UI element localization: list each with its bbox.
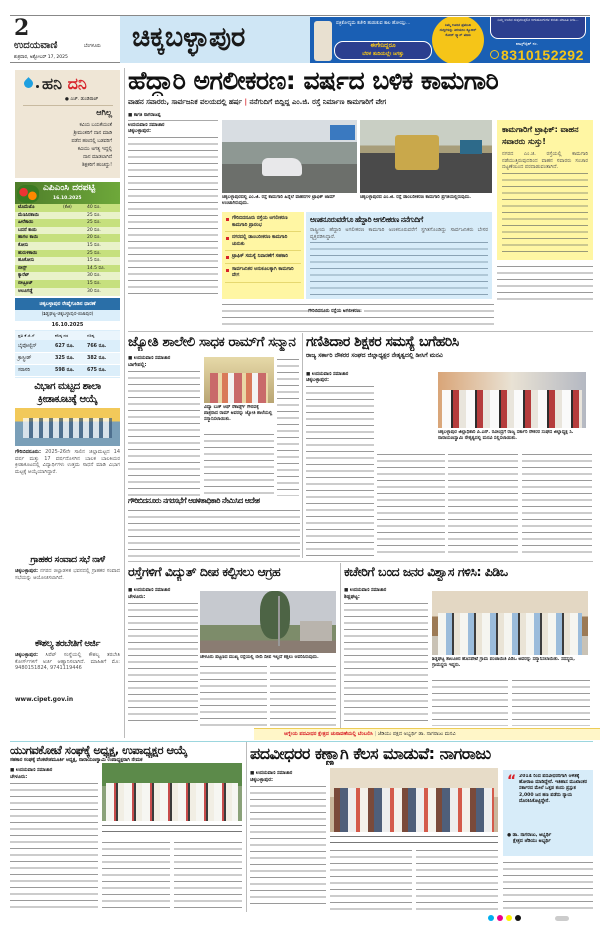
- teachers-agency: ■ ಉದಯವಾಣಿ ಸಮಾಚಾರ: [306, 372, 349, 377]
- vegetables-icon: [17, 185, 39, 203]
- highlights-box: [222, 212, 304, 299]
- paper-name: ಉದಯವಾಣಿ: [14, 40, 58, 51]
- yugavakote-agency: ■ ಉದಯವಾಣಿ ಸಮಾಚಾರ: [10, 768, 53, 773]
- gauribidanur-headline: ಗೌರಿಬಿದನೂರು ನಗರಸಭೆಗೆ ಆಡಳಿತಾಧಿಕಾರಿ ನೇಮಿಸಿದ ಆದೇಶ: [128, 496, 260, 505]
- section-divider: [128, 331, 593, 332]
- text-lines: [128, 601, 198, 723]
- apmc-item: ಬೀಟ್ರೂಟ್: [18, 280, 33, 286]
- photo1-caption: ಚಿಕ್ಕಬಳ್ಳಾಪುರದಲ್ಲಿ ಎಂ.ಜಿ. ರಸ್ತೆ ಕಾಮಗಾರಿ ಹಿನ್ನೆಲೆ ವಾಹನಗಳ ಟ್ರಾಫಿಕ್ ಜಾಮ್ ಉಂಟಾಗಿರುವುದು.: [222, 195, 336, 206]
- apmc-item: ಹೀರೆಕಾಯಿ: [18, 220, 34, 226]
- page-number: 2: [14, 15, 30, 41]
- apmc-row: [15, 219, 120, 227]
- pdo-headline: ಕಚೇರಿಗೆ ಬಂದ ಜನರ ವಿಶ್ವಾಸ ಗಳಿಸಿ: ಪಿಡಿಒ: [344, 564, 508, 579]
- apmc-row: [15, 242, 120, 250]
- nagaraju-photo: [330, 768, 498, 832]
- jyothi-body-col1: [128, 362, 200, 496]
- color-registration-marks: [488, 915, 521, 921]
- author: ■ ಕಾಗತಿ ನಾಗರಾಜಪ್ಪ: [128, 113, 161, 118]
- poem-line: ಶ್ರೀಮಂತರಿಗೆ ದಾನ ಮಾಡಿ: [73, 131, 112, 136]
- cyan-dot: [488, 915, 494, 921]
- whatsapp-icon: [490, 50, 499, 59]
- poem-line: ಕವಿಯ ಬಯಕೆಯಂತೆ: [79, 123, 112, 128]
- highlight-item: [225, 267, 301, 283]
- apmc-item: ಬದನೆ ಕಾಯಿ: [18, 227, 37, 233]
- ad-text-line1: ಪತ್ರಿಕೋದ್ಯಮ ಕಚೇರಿ ಹುಡುಕುವ ಕಾಲ ಹೋಯ್ತು...: [336, 21, 411, 26]
- district-title: ಚಿಕ್ಕಬಳ್ಳಾಪುರ: [132, 22, 246, 53]
- dateline: ಬಾಗೇಪಲ್ಲಿ:: [128, 362, 147, 368]
- kicker-right: ಜೆಡಿಯು ಪಕ್ಷದ ಅಭ್ಯರ್ಥಿ ಡಾ. ನಾಗರಾಜು ಮನವಿ: [377, 731, 456, 737]
- column-divider: [246, 742, 247, 912]
- students-photo: [15, 408, 120, 446]
- highlights-list: [225, 216, 301, 283]
- apmc-row: [15, 265, 120, 273]
- building: [300, 621, 332, 641]
- apmc-item: ಟೊಮೆಟೊ: [18, 205, 35, 210]
- text-lines: [222, 302, 494, 328]
- yugavakote-subhead: ಸಹಕಾರ ಸಂಘಕ್ಕೆ ವೆಂಕಟೇಶಮೂರ್ತಿ ಅಧ್ಯಕ್ಷ, ನಾರಾಯಣಸ್ವಾಮಿ ಉಪಾಧ್ಯಕ್ಷರಾಗಿ ನೇಮಕ: [10, 758, 143, 763]
- sports-story: [15, 380, 120, 511]
- title-part1: ಹನಿ: [42, 74, 62, 93]
- registration-pill: [555, 916, 569, 921]
- dateline: ಚಿಕ್ಕಬಳ್ಳಾಪುರ:: [15, 568, 38, 574]
- lead-body-continued: [222, 302, 494, 328]
- silk-max: 766 ರೂ.: [87, 344, 107, 349]
- silk-date: 16.10.2025: [15, 321, 120, 330]
- apmc-row: [15, 272, 120, 280]
- teachers-subhead: ರಾಜ್ಯ ಸರ್ಕಾರಿ ನೌಕರರ ಸಂಘದ ಜಿಲ್ಲಾಧ್ಯಕ್ಷರ ನೇತೃತ್ವದಲ್ಲಿ ಡೀಸಿಗೆ ಮನವಿ: [306, 352, 443, 359]
- black-dot: [515, 915, 521, 921]
- apmc-price-table: [15, 182, 120, 296]
- quote-author: ● ಡಾ. ನಾಗರಾಜು, ಅಭ್ಯರ್ಥಿ: [507, 833, 552, 838]
- section-divider: [128, 561, 593, 562]
- lead-byline: [128, 112, 218, 128]
- teachers-body-col4: [522, 452, 592, 557]
- apmc-unit: (ಕೆಜಿ): [63, 205, 72, 210]
- silk-price-table: [15, 298, 120, 378]
- traffic-box-title: ಕಾಮಗಾರಿಗೆ ಟ್ರಾಫಿಕ್: ವಾಹನ ಸವಾರರು ಸುಸ್ತು!: [502, 125, 579, 146]
- apmc-price: 30 ರೂ.: [87, 288, 101, 294]
- bullet-icon: [226, 256, 229, 259]
- text-lines: [10, 781, 98, 909]
- ad-info-box: [490, 17, 586, 39]
- quote-box: [503, 770, 593, 856]
- nagaraju-body-col4: [503, 860, 593, 910]
- text-lines: [310, 240, 488, 295]
- apmc-item: ಹೂಕೋಸು: [18, 258, 35, 264]
- ad-pill: [334, 41, 432, 60]
- apmc-item: ಆಲೂಗಡ್ಡೆ: [18, 288, 33, 294]
- silk-max: 382 ರೂ.: [87, 356, 107, 361]
- photo2-caption: ಚಿಕ್ಕಬಳ್ಳಾಪುರದ ಎಂ.ಜಿ. ರಸ್ತೆ ಡಾಂಬರೀಕರಣ ಕಾಮಗಾರಿ ಪ್ರಗತಿಯಲ್ಲಿರುವುದು.: [360, 195, 471, 200]
- kicker-bar: [254, 728, 600, 740]
- district-title-banner: [120, 16, 310, 63]
- poem-line: ದಾನ ಮಾಡಲಾಗಿದೆ: [82, 155, 112, 160]
- highlight-item: [225, 235, 301, 251]
- apmc-price: 15 ರೂ.: [87, 280, 101, 286]
- divider: [23, 105, 113, 106]
- lead-subhead-right: ನನೆಗುದಿಗೆ ಬಿದ್ದಿದ್ದ ಎಂ.ಜಿ. ರಸ್ತೆ ನಿರ್ಮಾಣ ಕಾಮಗಾರಿಗೆ ವೇಗ: [249, 98, 387, 106]
- apmc-row: [15, 250, 120, 258]
- students-group: [23, 418, 112, 438]
- quote-mark-icon: “: [507, 773, 517, 789]
- apmc-price: 25 ರೂ.: [87, 212, 101, 218]
- honi-dani-box: [15, 70, 120, 178]
- dateline: ಚಿಕ್ಕಬಳ್ಳಾಪುರ:: [128, 128, 151, 134]
- teachers-photo: [438, 372, 586, 428]
- highlight-item: [225, 254, 301, 264]
- streetlight-photo: [200, 591, 336, 653]
- pdo-photo-caption: ಶಿಡ್ಲಘಟ್ಟ ತಾಲೂಕಿನ ಹೊಸಪೇಟೆ ಗ್ರಾಮ ಪಂಚಾಯಿತಿ ಪಿಡಿಒ ಅವರನ್ನು ಸನ್ಮಾನಿಸಲಾಯಿತು. ಸದಸ್ಯರು, ಗ್ರಾಮಸ್ಥರು ಇದ್ದರು.: [432, 657, 575, 668]
- apmc-date: 16.10.2025: [53, 196, 82, 201]
- yugavakote-caption: [102, 823, 242, 837]
- silk-rows: [15, 341, 120, 377]
- poem-line: ಕವಿಯು ಅಗತ್ಯ ಇದ್ದಲ್ಲಿ: [77, 147, 112, 152]
- apmc-item: ಕೋಸು: [18, 242, 29, 248]
- nagaraju-body-col1: [250, 777, 326, 910]
- silk-type: ಕ್ರಾಸ್ಬ್ರೀಡ್: [18, 356, 32, 361]
- silk-max: 675 ರೂ.: [87, 368, 107, 373]
- silk-header: ಕನಿಷ್ಠ ದರ: [55, 333, 69, 338]
- silk-title: ಚಿಕ್ಕಬಳ್ಳಾಪುರ ರೇಷ್ಮೆಗೂಡಿನ ಧಾರಣೆ: [15, 298, 120, 310]
- jyothi-agency: ■ ಉದಯವಾಣಿ ಸಮಾಚಾರ: [128, 356, 171, 361]
- kicker-left: ಆಗ್ನೇಯ ಪದವೀಧರ ಕ್ಷೇತ್ರದ ಚುನಾವಣೆಯಲ್ಲಿ ಬೆಂಬಲಿಸಿ: [284, 731, 373, 737]
- silk-type: ಸರಾಸರಿ: [18, 368, 30, 373]
- silk-header: ಗರಿಷ್ಠ: [87, 333, 95, 338]
- gauribidanur-body: [128, 508, 300, 558]
- highlight-text: ಟ್ರಾಫಿಕ್ ಸಮಸ್ಯೆ ನಿವಾರಣೆಗೆ ಸಹಕಾರಿ: [232, 254, 288, 259]
- lead-subhead-left: ವಾಹನ ಸವಾರರು, ಸಾರ್ವಜನಿಕ ವಲಯದಲ್ಲಿ ಹರ್ಷ: [128, 98, 243, 106]
- shop-sign: [330, 125, 355, 140]
- quote-text: 2014 ರಿಂದ ಪದವೀಧರರಿಗಾಗಿ ಆಳಿತಕ್ಕೆ ಹೋರಾಟ ಮಾಡಿದ್ದೇನೆ. ಇತಿಹಾಸ ಮುಖಾಂತರ ಸರ್ಕಾರದ ಮೇಲೆ ಒತ್ತಡ ತಂದು ಪ್ರಸ್ತುತ 2,000 ಜನ ಹಣ ಪಡೆದು ನ್ಯಾಯ ದೊರಕಿಸಿಕೊಟ್ಟಿದ್ದೇನೆ.: [519, 774, 588, 804]
- honi-dani-dot: [36, 85, 39, 88]
- apmc-price: 15 ರೂ.: [87, 258, 101, 264]
- skill-story: [15, 638, 120, 703]
- silk-row: [15, 365, 120, 377]
- text-lines: [128, 369, 200, 497]
- poem-line: ಶಿಕ್ಷಕರಿಗೆ ಹಂಚಿದ್ದು!: [82, 163, 112, 168]
- apmc-price: 20 ರೂ.: [87, 227, 101, 233]
- ad-qr-circle: [432, 17, 484, 63]
- water-drop-icon: [22, 77, 35, 90]
- silk-type: ಬೈವೋಲ್ಟಿನ್: [18, 344, 37, 349]
- body-text: 2025-26ನೇ ಸಾಲಿನ ಜಿಲ್ಲಾಮಟ್ಟದ 14 ವರ್ಷ ಮತ್ತು 17 ವರ್ಷದೊಳಗಿನ ಬಾಲಕ ಬಾಲಕಿಯರ ಕ್ರೀಡಾಕೂಟದಲ್ಲಿ ವಿದ್ಯಾರ್ಥಿಗಳು ಉತ್ತಮ ಸಾಧನೆ ಮಾಡಿ ವಿಭಾಗ ಮಟ್ಟಕ್ಕೆ ಆಯ್ಕೆಯಾಗಿದ್ದಾರೆ.: [15, 449, 120, 475]
- consumer-headline: ಗ್ರಾಹಕರ ಸಂವಾದ ಸಭೆ ನಾಳೆ: [30, 555, 105, 565]
- text-lines: [128, 135, 218, 295]
- people-group: [334, 788, 494, 832]
- agency: ಉದಯವಾಣಿ ಸಮಾಚಾರ: [128, 120, 218, 128]
- jyothi-photo: [204, 357, 274, 403]
- column-divider: [302, 333, 303, 558]
- yellow-dot: [506, 915, 512, 921]
- apmc-row: [15, 234, 120, 242]
- nagaraju-body-col3: [416, 848, 498, 910]
- streetlight-body-col2: [200, 664, 267, 726]
- apmc-price: 15 ರೂ.: [87, 242, 101, 248]
- lead-body-col1: [128, 128, 218, 302]
- whatsapp-ad[interactable]: [310, 17, 590, 63]
- sports-body: [15, 449, 120, 511]
- dateline: ಚೇಳೂರು:: [10, 774, 28, 780]
- apmc-row: [15, 204, 120, 212]
- apmc-item: ಹಾಗಲ ಕಾಯಿ: [18, 235, 39, 241]
- tree: [260, 591, 290, 639]
- text-lines: [502, 171, 588, 256]
- apmc-title: ಎಪಿಎಂಸಿ ದರಪಟ್ಟಿ: [43, 183, 96, 193]
- column-title: [42, 74, 87, 94]
- teachers-body-col2: [377, 452, 445, 557]
- apmc-header: [15, 182, 120, 204]
- people-group: [438, 613, 582, 655]
- silk-row: [15, 353, 120, 365]
- car-icon: [262, 158, 302, 176]
- streetlight-agency: ■ ಉದಯವಾಣಿ ಸಮಾಚಾರ: [128, 588, 171, 593]
- people-group: [442, 390, 582, 428]
- left-column-divider: [124, 68, 125, 738]
- sports-headline-2: ಕ್ರೀಡಾಕೂಟಕ್ಕೆ ಆಯ್ಕೆ: [37, 394, 98, 405]
- apmc-item: ಬೀನ್ಸ್: [18, 265, 27, 271]
- quote-role: ಕ್ಷೇತ್ರದ ಜೆಡಿಯು ಅಭ್ಯರ್ಥಿ: [513, 839, 551, 844]
- jyothi-headline: ಜ್ಯೋತಿ ಶಾಲೇಲಿ ಸಾಧಕ ರಾಮ್‌ಗೆ ಸನ್ಮಾನ: [128, 334, 296, 350]
- traffic-photo: [222, 120, 357, 193]
- lead-headline: ಹೆದ್ದಾರಿ ಅಗಲೀಕರಣ: ವರ್ಷದ ಬಳಿಕ ಕಾಮಗಾರಿ: [128, 66, 499, 95]
- cipet-website-link[interactable]: www.cipet.gov.in: [15, 696, 74, 703]
- apmc-price: 40 ರೂ.: [87, 205, 101, 210]
- highlight-text: ಸಾರ್ವಜನಿಕರ ಅನುಕೂಲಕ್ಕಾಗಿ ಕಾಮಗಾರಿ ವೇಗ: [232, 266, 294, 278]
- poem-title: ಆಗಿಲ್ಲ: [96, 108, 112, 117]
- road-roller-photo: [360, 120, 492, 193]
- traffic-box: [497, 120, 593, 260]
- highlight-text: ಗೌರಿಬಿದನೂರು ರಸ್ತೆಯ ಅಗಲೀಕರಣ ಕಾಮಗಾರಿ ಪ್ರಾರಂಭ: [232, 216, 288, 228]
- apmc-price: 14.5 ರೂ.: [87, 265, 106, 271]
- nagaraju-agency: ■ ಉದಯವಾಣಿ ಸಮಾಚಾರ: [250, 771, 293, 776]
- pdo-photo: [432, 591, 588, 655]
- teachers-headline: ಗಣಿತಿದಾರ ಶಿಕ್ಷಕರ ಸಮಸ್ಯೆ ಬಗೆಹರಿಸಿ: [306, 334, 459, 350]
- pdo-body-col3: [512, 678, 590, 726]
- silk-min: 598 ರೂ.: [55, 368, 75, 373]
- body-text: ನಗರದ ಜಿಲ್ಲಾಡಳಿತ ಭವನದಲ್ಲಿ ಗ್ರಾಹಕರ ಸಂವಾದ ಸಭೆಯನ್ನು ಆಯೋಜಿಸಲಾಗಿದೆ.: [15, 568, 120, 581]
- kicker-separator: |: [374, 731, 378, 737]
- apmc-row: [15, 212, 120, 220]
- streetlight-headline: ರಸ್ತೆಗಳಿಗೆ ವಿದ್ಯುತ್ ದೀಪ ಕಲ್ಪಿಸಲು ಆಗ್ರಹ: [128, 564, 281, 579]
- yugavakote-headline: ಯುಗವಕೋಟೆ ಸಂಘಕ್ಕೆ ಅಧ್ಯಕ್ಷ, ಉಪಾಧ್ಯಕ್ಷರ ಆಯ್ಕೆ: [10, 743, 188, 757]
- ad-circle-text: ನಿಮ್ಮ ಊರಿನ ಪ್ರಮುಖ ಸುದ್ದಿಗಳನ್ನು ತಿಳಿಯಲು ಕ್ಯೂಆರ್ ಕೋಡ್ ಸ್ಕ್ಯಾನ್ ಮಾಡಿ: [439, 23, 477, 37]
- whatsapp-label: ವಾಟ್ಸ್ಆ್ಯಪ್ ನಂ.: [516, 41, 538, 46]
- apmc-row: [15, 227, 120, 235]
- bullet-icon: [226, 269, 229, 272]
- subhead-separator: |: [244, 98, 250, 106]
- pdo-body-col1: [344, 594, 428, 726]
- apmc-row: [15, 288, 120, 296]
- people-group: [106, 783, 238, 821]
- nagaraju-body-col2: [330, 848, 412, 910]
- sports-headline-1: ವಿಭಾಗ ಮಟ್ಟದ ಶಾಲಾ: [34, 381, 101, 392]
- apmc-rows: [15, 204, 120, 295]
- silk-row: [15, 341, 120, 353]
- teachers-photo-caption: ಚಿಕ್ಕಬಳ್ಳಾಪುರ ಜಿಲ್ಲಾಧಿಕಾರಿ ಪಿ.ಎನ್. ರವೀಂದ್ರಗೆ ರಾಜ್ಯ ಸರ್ಕಾರಿ ನೌಕರರ ಸಂಘದ ಜಿಲ್ಲಾಧ್ಯಕ್ಷ ಸಿ. ನಾರಾಯಣಸ್ವಾಮಿ ನೇತೃತ್ವದಲ್ಲಿ ಮನವಿ ಸಲ್ಲಿಸಲಾಯಿತು.: [438, 430, 574, 441]
- apmc-price: 25 ರೂ.: [87, 220, 101, 226]
- jyothi-body-col3: [277, 357, 299, 496]
- title-part2: ದನಿ: [67, 74, 87, 93]
- apmc-row: [15, 257, 120, 265]
- yugavakote-body-col1: [10, 774, 98, 910]
- streetlight-photo-caption: ಚೇಳೂರು ಪಟ್ಟಣದ ಮುಖ್ಯ ರಸ್ತೆಯಲ್ಲಿ ಬೀದಿ ದೀಪ ಇಲ್ಲದೆ ಕತ್ತಲು ಆವರಿಸಿರುವುದು.: [200, 655, 319, 660]
- column-divider: [340, 563, 341, 728]
- yugavakote-body-col3: [174, 840, 242, 910]
- silk-min: 325 ರೂ.: [55, 356, 75, 361]
- poem-lines: [71, 122, 112, 170]
- silk-subtitle: (ಶಿಡ್ಲಘಟ್ಟ-ಚಿಕ್ಕಬಳ್ಳಾಪುರ-ಬಿಜಾಪುರ): [41, 312, 94, 317]
- sidebar-box-body: [310, 227, 488, 295]
- text-lines: [250, 784, 326, 909]
- text-lines: [306, 384, 374, 556]
- traffic-box-body: [502, 151, 588, 255]
- consumer-body: [15, 568, 120, 626]
- yugavakote-body-col2: [102, 840, 170, 910]
- highlight-text: ನಗರದಲ್ಲಿ ಡಾಂಬರೀಕರಣ ಕಾಮಗಾರಿ ಚುರುಕು: [232, 235, 288, 247]
- body-text: ನಗರದ ಎಂ.ಜಿ. ರಸ್ತೆಯಲ್ಲಿ ಕಾಮಗಾರಿ ನಡೆಯುತ್ತಿರುವುದರಿಂದ ವಾಹನ ಸವಾರರು ಸಂಚಾರ ದಟ್ಟಣೆಯಿಂದ ಪರದಾಡುವಂತಾಗಿದೆ.: [502, 151, 588, 170]
- nagaraju-caption: [330, 834, 498, 846]
- electric-pole: [278, 596, 280, 646]
- apmc-price: 30 ರೂ.: [87, 273, 101, 279]
- bullet-icon: [226, 218, 229, 221]
- lead-subhead: [128, 98, 386, 107]
- skill-headline: ಕೌಶಲ್ಯ ತರಬೇತಿಗೆ ಅರ್ಜಿ: [35, 639, 100, 649]
- body-text: ಸಿಪೆಟ್ ಸಂಸ್ಥೆಯಲ್ಲಿ ಕೌಶಲ್ಯ ತರಬೇತಿ ಕೋರ್ಸ್‌ಗಳಿಗೆ ಅರ್ಜಿ ಆಹ್ವಾನಿಸಲಾಗಿದೆ. ಮಾಹಿತಿಗೆ ಮೊ: 9480151824, 9741119446: [15, 652, 120, 671]
- dateline: ಶಿಡ್ಲಘಟ್ಟ:: [344, 594, 360, 600]
- dateline: ಗೌರಿಬಿದನೂರು:: [15, 449, 42, 455]
- pdo-agency: ■ ಉದಯವಾಣಿ ಸಮಾಚಾರ: [344, 588, 387, 593]
- nagaraju-headline: ಪದವೀಧರರ ಕಣ್ಣಾಗಿ ಕೆಲಸ ಮಾಡುವೆ: ನಾಗರಾಜು: [250, 744, 491, 763]
- silk-min: 627 ರೂ.: [55, 344, 75, 349]
- silk-header: ಪ್ರತಿ ಕೆ.ಜಿ.ಗೆ: [18, 333, 35, 338]
- streetlight-body-col3: [270, 664, 336, 726]
- dateline: ಚಿಕ್ಕಬಳ್ಳಾಪುರ:: [15, 652, 38, 658]
- yugavakote-photo: [102, 763, 242, 821]
- bullet-icon: [226, 237, 229, 240]
- sidebar-box-title: ಅಣಕನೂರುವರೆಗೂ ಹೆದ್ದಾರಿ ಅಗಲೀಕರಣ ನನೆಗುದಿಗೆ: [310, 215, 423, 224]
- column-author: ● ಎಚ್. ಡುಂಡಿರಾಜ್: [65, 97, 99, 102]
- traffic-box-continued: [497, 264, 593, 302]
- phone-hand-icon: [314, 21, 332, 61]
- apmc-price: 25 ರೂ.: [87, 250, 101, 256]
- dateline: ಚೇಳೂರು:: [128, 594, 146, 600]
- highlight-item: [225, 216, 301, 232]
- teachers-body-col1: [306, 377, 374, 557]
- apmc-item: ಹುರುಳಿಕಾಯಿ: [18, 250, 38, 256]
- masthead: [10, 15, 590, 63]
- body-text: ರಾಷ್ಟ್ರೀಯ ಹೆದ್ದಾರಿ ಅಗಲೀಕರಣ ಕಾಮಗಾರಿ ಅಣಕನೂರುವರೆಗೆ ಸ್ಥಗಿತಗೊಂಡಿದ್ದು ಸಾರ್ವಜನಿಕರು ಬೇಸರ ವ್ಯಕ್ತಪಡಿಸಿದ್ದಾರೆ.: [310, 227, 488, 240]
- skill-body: [15, 652, 120, 696]
- poem-line: ಪಡೆದ ಹಣದಲ್ಲಿ ಬಡವರಿಗೆ: [71, 139, 112, 144]
- consumer-story: [15, 554, 120, 626]
- ad-text-line3: ಬೆರಳ ತುದಿಯಲ್ಲೇ ಜಗತ್ತು: [362, 51, 404, 57]
- text-lines: [344, 601, 428, 725]
- apmc-item: ಮೆಣಸಿನಕಾಯಿ: [18, 212, 39, 218]
- road-roller-icon: [395, 135, 439, 170]
- apmc-item: ಕ್ಯಾರೆಟ್: [18, 273, 30, 279]
- edition: ಬೆಂಗಳೂರು: [84, 44, 101, 49]
- whatsapp-phone[interactable]: 8310152292: [501, 47, 584, 63]
- pdo-body-col2: [432, 678, 508, 726]
- jyothi-photo-caption: ವಿದ್ಯಾ ಬುಕ್ ಆಫ್ ರೆಕಾರ್ಡ್ಸ್ ಗೌರವಕ್ಕೆ ಪಾತ್ರರಾದ ರಾಮ್ ಅವರನ್ನು ಜ್ಯೋತಿ ಶಾಲೆಯಲ್ಲಿ ಸನ್ಮಾನಿಸಲಾಯಿತು.: [204, 405, 273, 422]
- silk-header-row: [15, 331, 120, 340]
- magenta-dot: [497, 915, 503, 921]
- dateline: ಚಿಕ್ಕಬಳ್ಳಾಪುರ:: [306, 377, 329, 383]
- apmc-price: 20 ರೂ.: [87, 235, 101, 241]
- continuation-label: ಗೌರಿಬಿದನೂರು ರಸ್ತೆಯ ಅಗಲೀಕರಣ:: [308, 309, 362, 314]
- ad-text-line2: ಈಗೇನಿದ್ದರೂ: [370, 42, 396, 49]
- jyothi-body-col2: [204, 432, 274, 496]
- dateline: ಚಿಕ್ಕಬಳ್ಳಾಪುರ:: [250, 777, 273, 783]
- apmc-row: [15, 280, 120, 288]
- teachers-body-col3: [448, 452, 518, 557]
- ad-box-text: ನಿಮ್ಮ ಊರಿನ ಸುತ್ತಮುತ್ತಲಿನ ಆಗುಹೋಗುಗಳ ಕುರಿತು ಮಾಹಿತಿ ನೀಡಿ...: [497, 18, 579, 22]
- paver-icon: [460, 140, 482, 154]
- issue-date: ಶುಕ್ರವಾರ, ಅಕ್ಟೋಬರ್ 17, 2025: [14, 55, 68, 60]
- highway-sidebar-box: [306, 212, 492, 299]
- streetlight-body-col1: [128, 594, 198, 724]
- people-group: [210, 373, 268, 403]
